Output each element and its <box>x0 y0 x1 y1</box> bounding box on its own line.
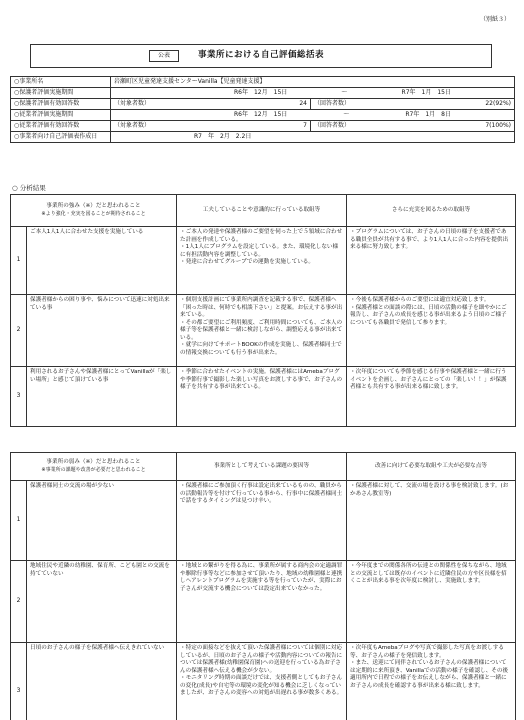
strengths-col2-cell <box>177 367 347 427</box>
strengths-col2-line: ・就学に向けてサポートBOOKの作成を実施し、保護者様同士での情報交換についても行う事が出来た。 <box>180 342 342 356</box>
strengths-header-col1-line2: ※より強化・充実を図ることが期待されること <box>41 210 146 217</box>
strengths-item: 利用されるお子さんや保護者様にとってVanillaが「楽しい場所」と感じて頂けている事 <box>27 367 177 427</box>
strengths-table <box>10 194 516 427</box>
weaknesses-row <box>11 481 516 561</box>
strengths-col2-line: ・1人1人にプログラムを設定している。また、環境化しない様に有担活動内容を調整している。 <box>180 244 339 258</box>
strengths-item: 保護者様からの困り事や、悩みについて迅速に対処出来ている事 <box>27 295 177 367</box>
info-table <box>10 76 515 143</box>
self-eval-label: ○事業者向け自己評価表作成日 <box>11 132 111 143</box>
weaknesses-col2-line: ・モニタリング時期の面談だけでは、支援者側としてもお子さんの変化(成長)や自宅等の環境の変化が知る機会に乏しくなっていましたが、お子さんの変容への対処が出遅れる事が数多くある。 <box>180 675 343 697</box>
row-number: 1 <box>11 227 27 295</box>
weaknesses-col2-cell <box>177 643 347 720</box>
strengths-row <box>11 227 516 295</box>
row-number: 1 <box>11 481 27 561</box>
target-count-label: ○保護者評価有効回答数 <box>11 99 111 110</box>
facility-label: ○事業所名 <box>11 77 111 88</box>
weaknesses-header-col3: 改善に向けて必要な取組や工夫が必要な点等 <box>347 453 516 481</box>
answer-count-value: 22(92%) <box>485 99 511 107</box>
public-badge: 公表 <box>149 50 179 62</box>
weaknesses-row <box>11 561 516 643</box>
survey-end: R7年 1月 15日 <box>401 88 451 96</box>
staff-count-label: ○従業者評価有効回答数 <box>11 121 111 132</box>
strengths-col2-line: ・季節に合わせたイベントの実施。保護者様にはAmebaブログや季節行事で撮影した楽しい写真をお渡しする事で、お子さんの様子を共有する事が出来ている。 <box>180 369 343 391</box>
strengths-header-col3: さらに充実を図るための取組等 <box>347 195 516 227</box>
strengths-col3-line: ・今後も保護者様からのご要望には適宜対応致します。 <box>350 297 490 303</box>
row-number: 3 <box>11 643 27 720</box>
answer-count-prefix: （回答者数） <box>314 99 351 107</box>
weaknesses-col2-cell <box>177 481 347 561</box>
weaknesses-col3-line: ・今年度までの関係各所の伝達との関係性を保ちながら、地域との交流としては既存のイベントに近隣住民の方や区長様を招くことが出来る事を次年度に検討し、実施致します。 <box>350 563 507 585</box>
weaknesses-col2-line: ・特定の面接などを抜えて頂いた保護者様については個別に対応しているが、日頃のお子さんの様子や活動内容についての報告については保護者様(幼稚園保育園)への送迎を行っている為お子さんの保護者様へ伝える機会が少ない。 <box>180 645 343 674</box>
strengths-col2-cell <box>177 227 347 295</box>
row-number: 2 <box>11 295 27 367</box>
title-box <box>30 44 492 68</box>
section-title: ○ 分析結果 <box>12 184 46 192</box>
weaknesses-table <box>10 452 516 720</box>
weaknesses-col3-cell <box>347 561 516 643</box>
staff-answer-value: 7(100%) <box>485 121 511 129</box>
weaknesses-item: 地域住民や近隣の幼稚園、保育所、こども園との交流を持てていない <box>27 561 177 643</box>
staff-start: R6年 12月 15日 <box>234 110 288 118</box>
staff-period-label: ○従業者評価実施期間 <box>11 110 111 121</box>
weaknesses-col3-line: ・保護者様に対して、交流の場を設ける事を検討致します。(おかあさん教室等) <box>350 483 509 497</box>
weaknesses-col2-line: ・地域との繋がりを得る為に、事業所が属する商内会の定適調罪や駆除行事等などに参加させて頂いたり、地域の幼稚園様と連携しヘアレントプログラムを実施する等を行っていたが、実際にお子さんが交流する機会については設定出来ていなかった。 <box>180 563 343 592</box>
strengths-col2-line: ・その都ご要望にご利用頻度、ご利用時間についても、ご本人の様子等を保護者様と一緒に検討しながら、調整応える事が出来ている。 <box>180 319 343 341</box>
weaknesses-header-col1-line2: ※事業所の課題や改善が必要だと思われること <box>41 466 146 473</box>
weaknesses-item: 日頃のお子さんの様子を保護者様へ伝えきれていない <box>27 643 177 720</box>
weaknesses-col3-cell <box>347 481 516 561</box>
strengths-header-col1-line1: 事業所の強み（※）だと思われること <box>46 203 141 210</box>
staff-answer-prefix: （回答者数） <box>314 121 351 129</box>
weaknesses-header-col1 <box>11 453 177 481</box>
weaknesses-row <box>11 643 516 720</box>
strengths-row <box>11 295 516 367</box>
weaknesses-header-col1-line1: 事業所の弱み（※）だと思われること <box>46 459 141 466</box>
strengths-col3-line: ・保護者様との面談の際には、日頃の活動の様子を細やかにご報告し、お子さんの成長を感じる事が出来るよう日頃のご様子についても各職員で発信して参ります。 <box>350 304 507 326</box>
weaknesses-header-col2: 事業所として考えている課題の要因等 <box>177 453 347 481</box>
facility-value: 岩瀬町区児童発達支援センターVanilla【児童発達支援】 <box>111 77 515 88</box>
strengths-header-col1 <box>11 195 177 227</box>
strengths-header-col2: 工夫していることや意識的に行っている取組等 <box>177 195 347 227</box>
strengths-col3-cell <box>347 367 516 427</box>
survey-period-label: ○保護者評価実施期間 <box>11 88 111 99</box>
annex-label: （別紙３） <box>479 16 510 23</box>
weaknesses-col3-line: ・次年度もAmebaブログや写真で撮影した写真をお渡しする等、お子さんの様子を発信致します。 <box>350 645 504 659</box>
staff-target-prefix: （対象者数） <box>114 121 151 129</box>
strengths-col3-cell <box>347 295 516 367</box>
survey-start: R6年 12月 15日 <box>234 88 288 96</box>
survey-range-sep: ～ <box>341 88 348 96</box>
strengths-col2-line: ・発達に合わせてグループでの運動を実施している。 <box>180 259 314 266</box>
strengths-col3-cell <box>347 227 516 295</box>
weaknesses-col2-cell <box>177 561 347 643</box>
page-title: 事業所における自己評価総括表 <box>197 50 324 61</box>
strengths-row <box>11 367 516 427</box>
staff-target-value: 7 <box>303 121 307 129</box>
strengths-col2-line: ・ご本人の発達や保護者様のご要望を伺った上で５領域に合わせた計画を作成している。 <box>180 229 343 243</box>
row-number: 3 <box>11 367 27 427</box>
target-count-value: 24 <box>299 99 307 107</box>
weaknesses-col3-cell <box>347 643 516 720</box>
weaknesses-col2-line: ・保護者様にご参加頂く行事は設定出来ているものの、職員からの活動報告等を付けて行っている事から、行事中に保護者様同士で話をするタイミングは見つけ辛い。 <box>180 483 343 505</box>
strengths-col2-line: ・個別支援計画にて事業所内調査を記載する事で、保護者様へ「困った時は、何時でも相談下さい」と提案。お伝えする事が出来ている。 <box>180 297 343 319</box>
self-eval-date: R7 年 2月 2.2日 <box>194 132 252 140</box>
row-number: 2 <box>11 561 27 643</box>
strengths-col2-cell <box>177 295 347 367</box>
staff-range-sep: ～ <box>343 110 350 118</box>
strengths-col3-line: ・プログラムについては、お子さんの日頃の様子を支援者である職員全員が共有する事で、より1人1人に合った内容を提供出来る様に努力致します。 <box>350 229 509 251</box>
weaknesses-col3-line: ・また、送迎にて同伴されているお子さんの保護者様については定期的に来所頂き、Vanillaでの活動の様子を確認し、その後適用所内で日程での様子をお伝えしながら、保護者様と一緒にお子さんの成長を確認する事が出来る様に致します。 <box>350 660 509 689</box>
target-count-prefix: （対象者数） <box>114 99 151 107</box>
strengths-col3-line: ・次年度についても季節を感じる行事や保護者様と一緒に行うイベントを企画し、お子さんにとっての「楽しい！！」が保護者様とも共有する事が出来る様に致します。 <box>350 369 507 391</box>
weaknesses-item: 保護者様同士の交流の場が少ない <box>27 481 177 561</box>
strengths-item: ご本人1人1人に合わせた支援を実施している <box>27 227 177 295</box>
staff-end: R7年 1月 8日 <box>405 110 451 118</box>
